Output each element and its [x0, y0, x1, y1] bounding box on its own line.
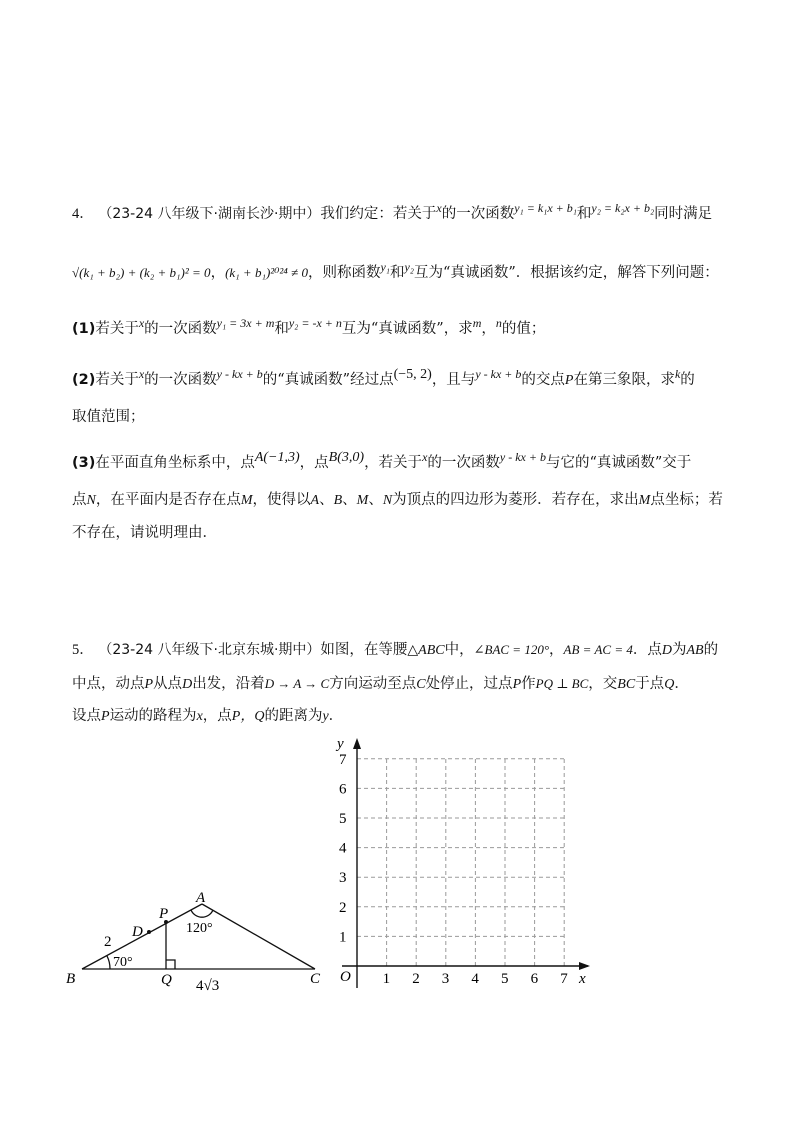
x-axis-arrow	[579, 962, 590, 970]
q4-source: （23-24 八年级下·湖南长沙·期中）	[98, 205, 321, 222]
q4-part-1: (1)若关于$^x$的一次函数$^{y_1 = 3x + m}$和$^{y_2 = -x + n}$互为“真诚函数”，求$^m$，$^n$的值；	[72, 316, 546, 337]
q4-y1-expression: y₁ = k₁x + b₁	[514, 201, 577, 215]
q4-part-3-cont-1: 点N，在平面内是否存在点M，使得以A、B、M、N为顶点的四边形为菱形．若存在，求出M点坐标；若	[72, 492, 723, 508]
q4-part-3-cont-2: 不存在，请说明理由．	[72, 525, 217, 541]
coordinate-grid	[320, 728, 600, 1008]
label-base: 4√3	[196, 978, 220, 994]
origin-label: O	[340, 969, 351, 985]
label-angle-b: 70°	[113, 955, 133, 970]
q5-number: 5．	[72, 642, 94, 658]
angle-b-arc	[107, 956, 110, 969]
y-tick-label: 2	[339, 899, 347, 916]
q4-condition-2: (k₁ + b₁)²⁰²⁴ ≠ 0	[225, 264, 308, 280]
x-tick-label: 7	[560, 971, 568, 987]
x-tick-label: 2	[412, 971, 420, 987]
q5-line-3: 设点P运动的路程为x，点P，Q的距离为y．	[72, 708, 344, 724]
label-q: Q	[161, 972, 172, 988]
y-axis-arrow	[353, 738, 361, 749]
y-tick-label: 1	[339, 929, 347, 946]
label-a: A	[196, 890, 206, 906]
y-axis-label: y	[337, 736, 344, 752]
y-tick-label: 5	[339, 811, 347, 827]
x-tick-label: 4	[471, 971, 479, 987]
angle-a-arc	[191, 910, 213, 917]
label-angle-a: 120°	[186, 921, 213, 936]
y-tick-label: 3	[339, 870, 347, 887]
label-d: D	[132, 924, 143, 940]
q5-line-1: 5． （23-24 八年级下·北京东城·期中）如图，在等腰△ABC中，∠BAC = 120°，AB = AC = 4．点D为AB的	[72, 642, 719, 658]
side-ac	[202, 904, 315, 969]
label-b: B	[66, 971, 76, 987]
y-tick-label: 4	[339, 840, 347, 857]
q4-line-2: √(k₁ + b₂) + (k₂ + b₁)² = 0，(k₁ + b₁)²⁰²⁴ ≠ 0，则称函数$^{y_1}$和$^{y_2}$互为“真诚函数”．根据该约定，解答下列问题：	[72, 260, 719, 281]
y-tick-label: 6	[339, 781, 347, 798]
q4-y2-expression: y₂ = k₂x + b₂	[591, 201, 655, 215]
x-tick-label: 3	[441, 971, 450, 987]
x-tick-label: 1	[382, 971, 391, 987]
q4-part-2: (2)若关于$^x$的一次函数$^{y - kx + b}$的“真诚函数”经过点$^{(-5, 2)}$，且与$^{y - kx + b}$的交点P在第三象限，求$^k$的	[72, 367, 695, 388]
q4-part-2-cont: 取值范围；	[72, 409, 145, 425]
q4-condition-1: √(k₁ + b₂) + (k₂ + b₁)² = 0	[72, 264, 211, 280]
q5-source: （23-24 八年级下·北京东城·期中）	[98, 642, 321, 658]
x-tick-label: 6	[530, 971, 539, 987]
x-axis-label: x	[579, 971, 586, 987]
point-d	[147, 930, 151, 934]
q5-line-2: 中点，动点P从点D出发，沿着D → A → C方向运动至点C处停止，过点P作PQ ⊥ BC，交BC于点Q．	[72, 676, 689, 692]
label-p: P	[159, 906, 169, 922]
x-tick-label: 5	[501, 971, 509, 987]
label-side-2: 2	[104, 934, 112, 950]
right-angle-mark	[166, 960, 175, 969]
q4-part-3: (3)在平面直角坐标系中，点$^{A(-1,3)}$，点$^{B(3,0)}$，若关于$^x$的一次函数$^{y - kx + b}$与它的“真诚函数”交于	[72, 450, 692, 471]
label-c: C	[310, 971, 321, 987]
q4-line-1: 4． （23-24 八年级下·湖南长沙·期中）我们约定：若关于$^x$的一次函数$^{y_1 = k_1x + b_1}$和$^{y_2 = k_2x + b_2}$同时满足	[72, 201, 713, 222]
y-tick-label: 7	[339, 751, 347, 768]
q4-number: 4．	[72, 205, 94, 222]
triangle-figure	[60, 880, 340, 1000]
